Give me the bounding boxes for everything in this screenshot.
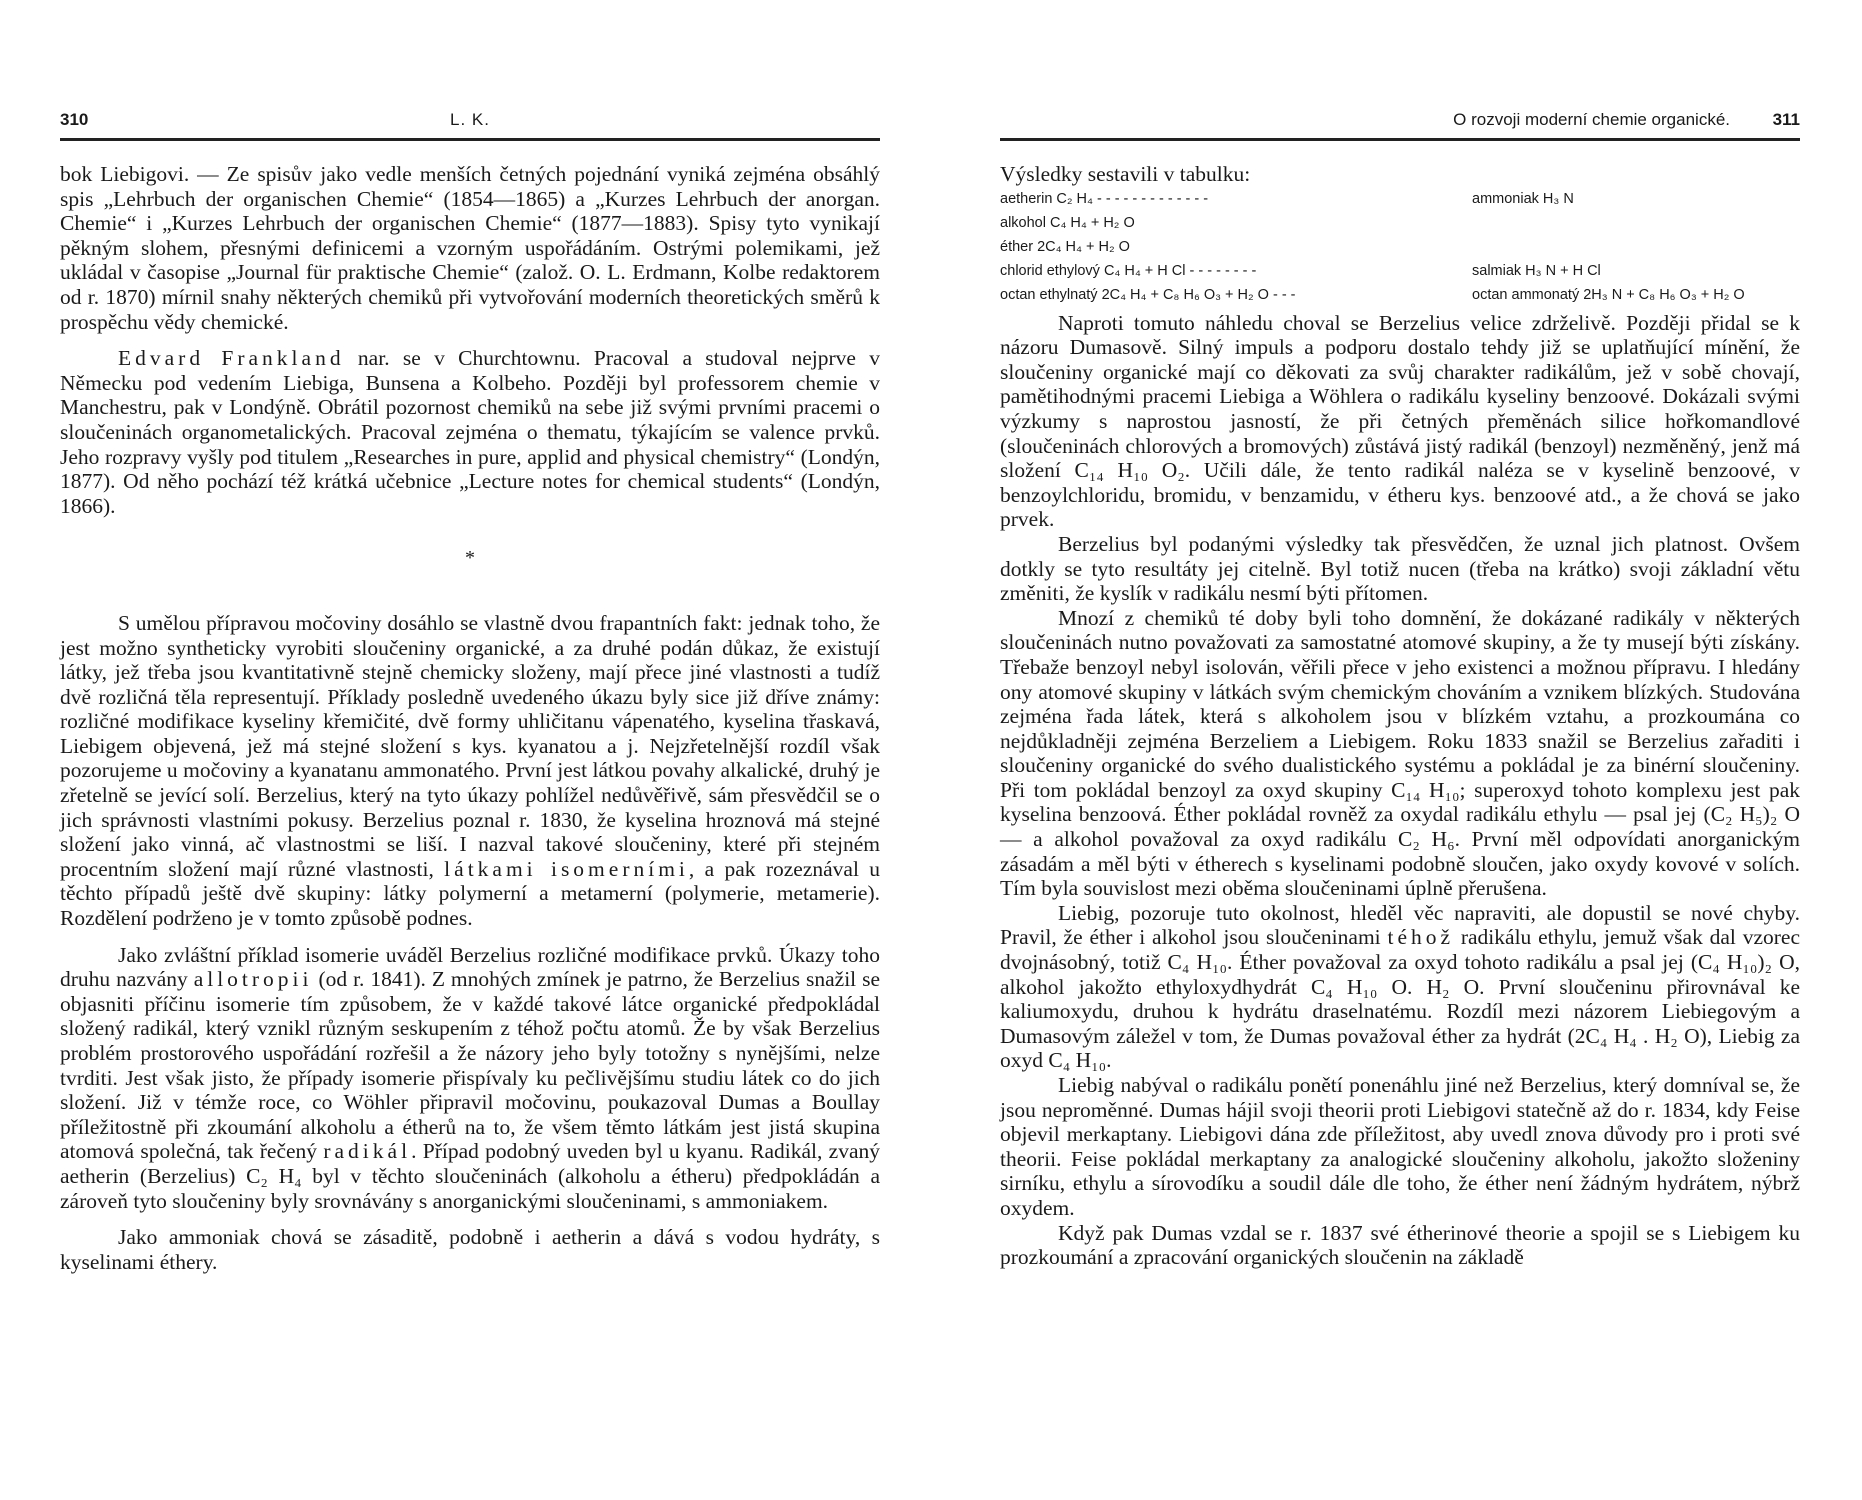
paragraph-berzelius-convinced: Berzelius byl podanými výsledky tak přesvědčen, že uznal jich platnost. Ovšem dotkly se tyto resultáty jej citelně. Byl totiž nucen (třeba na krátko) svoji základní větu změniti, že kyslík v radikálu nesmí býti přítomen. [1000,531,1800,606]
table-cell-left: alkohol C₄ H₄ + H₂ O [1000,214,1135,231]
paragraph-mercaptans: Liebig nabýval o radikálu ponětí ponenáhlu jiné než Berzelius, který domníval se, že jsou neproměnné. Dumas hájil svoji theorii proti Liebigovi statečně až do r. 1834, kdy Feise objevil merkaptany. Liebigovi dána zde příležitost, aby uvedl znova důvody pro i proti své theorii. Feise pokládal merkaptany za analogické sloučeniny alkoholu, jakožto složeniny sirníku, ethylu a sírovodíku a soudil dále dle toho, že éther není žádným hydrátem, nýbrž oxydem. [1000,1073,1800,1220]
table-title: Výsledky sestavili v tabulku: [1000,162,1251,186]
header-rule-left [60,138,880,141]
paragraph-berzelius-reserve: Naproti tomuto náhledu choval se Berzelius velice zdrželivě. Později přidal se k názoru Dumasově. Silný impuls a podporu dostalo tehdy již se uplatňující mínění, že sloučeniny organické mají co děkovati za svůj charakter radikálům, jež v sobě chovají, pamětihodnými pracemi Liebiga a Wöhlera o radikálu kyseliny benzoové. Dokázali svými výzkumy s naprostou jasností, že při četných přeměnách silice hořkomandlové (sloučeninách chlorových a bromových) zůstává jistý radikál (benzoyl) nezměněný, jenž má složení C₁₄ H₁₀ O₂. Učili dále, že tento radikál naléza se v kyselině benzoové, v benzoylchloridu, bromidu, v benzamidu, v étheru kys. benzoové atd., a že chová se jako prvek. [1000,310,1800,532]
paragraph-dumas-liebig: Když pak Dumas vzdal se r. 1837 své étherinové theorie a spojil se s Liebigem ku prozkoumání a zpracování organických sloučenin na základě [1000,1220,1800,1270]
table-cell-left: octan ethylnatý 2C₄ H₄ + C₈ H₆ O₃ + H₂ O - - - [1000,286,1296,303]
comparison-table [1000,187,1800,307]
left-body-text [60,162,880,1274]
table-cell-right: octan ammonatý 2H₃ N + C₈ H₆ O₃ + H₂ O [1472,286,1745,303]
left-running-title: L. K. [450,110,490,129]
spaced-term-tehoz: téhož [1387,925,1455,950]
table-cell-left: éther 2C₄ H₄ + H₂ O [1000,238,1130,255]
table-cell-right: ammoniak H₃ N [1472,190,1574,207]
paragraph-frankland: Edvard Frankland nar. se v Churchtownu. Pracoval a studoval nejprve v Německu pod vedením Liebiga, Bunsena a Kolbeho. Později byl professorem chemie v Manchestru, pak v Londýně. Obrátil pozornost chemiků na sebe již svými prvními pracemi o sloučeninách organometalických. Pracoval zejména o thematu, týkajícím se valence prvků. Jeho rozpravy vyšly pod titulem „Researches in pure, applid and physical chemistry“ (Londýn, 1877). Od něho pochází též krátká učebnice „Lecture notes for chemical students“ (Londýn, 1866). [60,346,881,518]
spaced-term-radikal: radikál [323,1139,412,1164]
table-row [1000,283,1800,307]
paragraph-liebig-works: bok Liebigovi. — Ze spisův jako vedle menších četných pojednání vyniká zejména obsáhlý spis „Lehrbuch der organischen Chemie“ (1854—1865) a „Kurzes Lehrbuch der anorgan. Chemie“ i „Kurzes Lehrbuch der organischen Chemie“ (1877—1883). Spisy tyto vynikají pěkným slohem, přesnými definicemi a vzorným uspořádáním. Ostrými polemikami, jež ukládal v časopise „Journal für praktische Chemie“ (založ. O. L. Erdmann, Kolbe redaktorem od r. 1870) mírnil snahy některých chemiků při vytvořování moderních theoretických směrů k prospěchu vědy chemické. [60,162,880,334]
section-separator: * [465,547,475,570]
right-page [1000,0,1800,1500]
right-body-text [1000,162,1800,1270]
left-page [60,0,880,1500]
paragraph-ammonia: Jako ammoniak chová se zásaditě, podobně i aetherin a dává s vodou hydráty, s kyselinami éthery. [60,1225,880,1274]
spaced-name-frankland: Edvard Frankland [118,346,345,371]
paragraph-isomerism: Jako zvláštní příklad isomerie uváděl Berzelius rozličné modifikace prvků. Úkazy toho druhu nazvány allotropii (od r. 1841). Z mnohých zmínek je patrno, že Berzelius snažil se objasniti příčinu isomerie tím způsobem, že v každé takové látce organické předpokládal složený radikál, který vznikl různým seskupením z téhož počtu atomů. Že by však Berzelius problém prostorového uspořádání rozřešil a že názory jeho byly totožny s nynějšími, nelze tvrditi. Jest však jisto, že případy isomerie přispívaly ku pečlivějšímu studiu látek co do jich složení. Již v témže roce, co Wöhler připravil močovinu, poukazoval Dumas a Boullay příležitostně při zkoumání alkoholu a étherů na to, že všem těmto látkám jest jistá skupina atomová společná, tak řečený radikál. Případ podobný uveden byl u kyanu. Radikál, zvaný aetherin (Berzelius) C₂ H₄ byl v těchto sloučeninách (alkoholu a étheru) předpokládán a zároveň tyto sloučeniny byly srovnávány s anorganickými sloučeninami, s ammoniakem. [60,942,880,1213]
table-cell-left: aetherin C₂ H₄ - - - - - - - - - - - - - [1000,190,1209,207]
table-cell-right [1472,235,1800,259]
paragraph-urea-synthesis: S umělou přípravou močoviny dosáhlo se vlastně dvou frapantních fakt: jednak toho, že jest možno syntheticky vyrobiti sloučeniny organické, a za druhé podán důkaz, že existují látky, jež třeba jsou kvantitativně stejně chemicky složeny, mají přece jiné vlastnosti a tudíž dvě rozličná těla representují. Příklady posledně uvedeného úkazu byly sice již dříve známy: rozličné modifikace kyseliny křemičité, dvě formy uhličitanu vápenatého, kyselina třaskavá, Liebigem objevená, jež má stejné složení s kys. kyanatou a j. Nejzřetelnější rozdíl však pozorujeme u močoviny a kyanatanu ammonatého. První jest látkou povahy alkalické, druhý je zřetelně se jevící solí. Berzelius, který na tyto úkazy pohlížel nedůvěřivě, sám přesvědčil se o jich správnosti vlastními pokusy. Berzelius poznal r. 1830, že kyselina hroznová má stejné složení jako vinná, ač vlastnostmi se liší. I nazval takové sloučeniny, které při stejném procentním složení mají různé vlastnosti, látkami isomerními, a pak rozeznával u těchto případů ještě dvě skupiny: látky polymerní a metamerní (polymerie, metamerie). Rozdělení podrženo je v tomto způsobě podnes. [60,610,880,931]
right-running-head [1000,110,1800,134]
table-cell-left: chlorid ethylový C₄ H₄ + H Cl - - - - - - - - [1000,262,1257,279]
page-number-right: 311 [1772,110,1800,129]
table-row [1000,259,1800,283]
right-running-title: O rozvoji moderní chemie organické. [1453,110,1730,129]
spaced-term-isomerni: látkami isomerními [444,856,689,881]
table-row [1000,211,1800,235]
paragraph-radicals: Mnozí z chemiků té doby byli toho domnění, že dokázané radikály v některých sloučeninách nutno považovati za samostatné atomové skupiny, a že ty musejí býti získány. Třebaže benzoyl nebyl isolován, věřili přece v jeho existenci a možnou přípravu. I hledány ony atomové skupiny v látkách svým chemickým chováním a vznikem blízkých. Studována zejména řada látek, která s alkoholem jsou v blízkém vztahu, a prozkoumána co nejdůkladněji zejména Berzeliem a Liebigem. Roku 1833 snažil se Berzelius zařaditi i sloučeniny organické do svého dualistického systému a pokládal je za binérní sloučeniny. Při tom pokládal benzoyl za oxyd skupiny C₁₄ H₁₀; superoxyd tohoto komplexu jest pak kyselina benzoová. Éther pokládal rovněž za oxydal radikálu ethylu — psal jej (C₂ H₅)₂ O — a alkohol považoval za oxyd radikálu C₂ H₆. První měl odpovídati anorganickým zásadám a měl býti v étherech s kyselinami podobně sloučen, jako oxydy kovové v solích. Tím byla souvislost mezi oběma sloučeninami úplně přerušena. [1000,605,1800,901]
spaced-term-allotropii: allotropii [193,967,313,992]
table-row [1000,235,1800,259]
page-number-left: 310 [60,110,89,129]
paragraph-liebig-ethyl: Liebig, pozoruje tuto okolnost, hleděl věc napraviti, ale dopustil se nové chyby. Pravil, že éther i alkohol jsou sloučeninami téhož radikálu ethylu, jemuž však dal vzorec dvojnásobný, totiž C₄ H₁₀. Éther považoval za oxyd tohoto radikálu a psal jej (C₄ H₁₀)₂ O, alkohol jakožto ethyloxydhydrát C₄ H₁₀ O. H₂ O. První sloučeninu přirovnával ke kaliumoxydu, druhou k hydrátu draselnatému. Rozdíl mezi názorem Liebiegovým a Dumasovým záležel v tom, že Dumas považoval éther za hydrát (2C₄ H₄ . H₂ O), Liebig za oxyd C₄ H₁₀. [1000,900,1801,1073]
left-running-head [60,110,880,134]
table-cell-right [1472,211,1800,235]
table-cell-right: salmiak H₃ N + H Cl [1472,262,1601,279]
header-rule-right [1000,138,1800,141]
table-row [1000,187,1800,211]
